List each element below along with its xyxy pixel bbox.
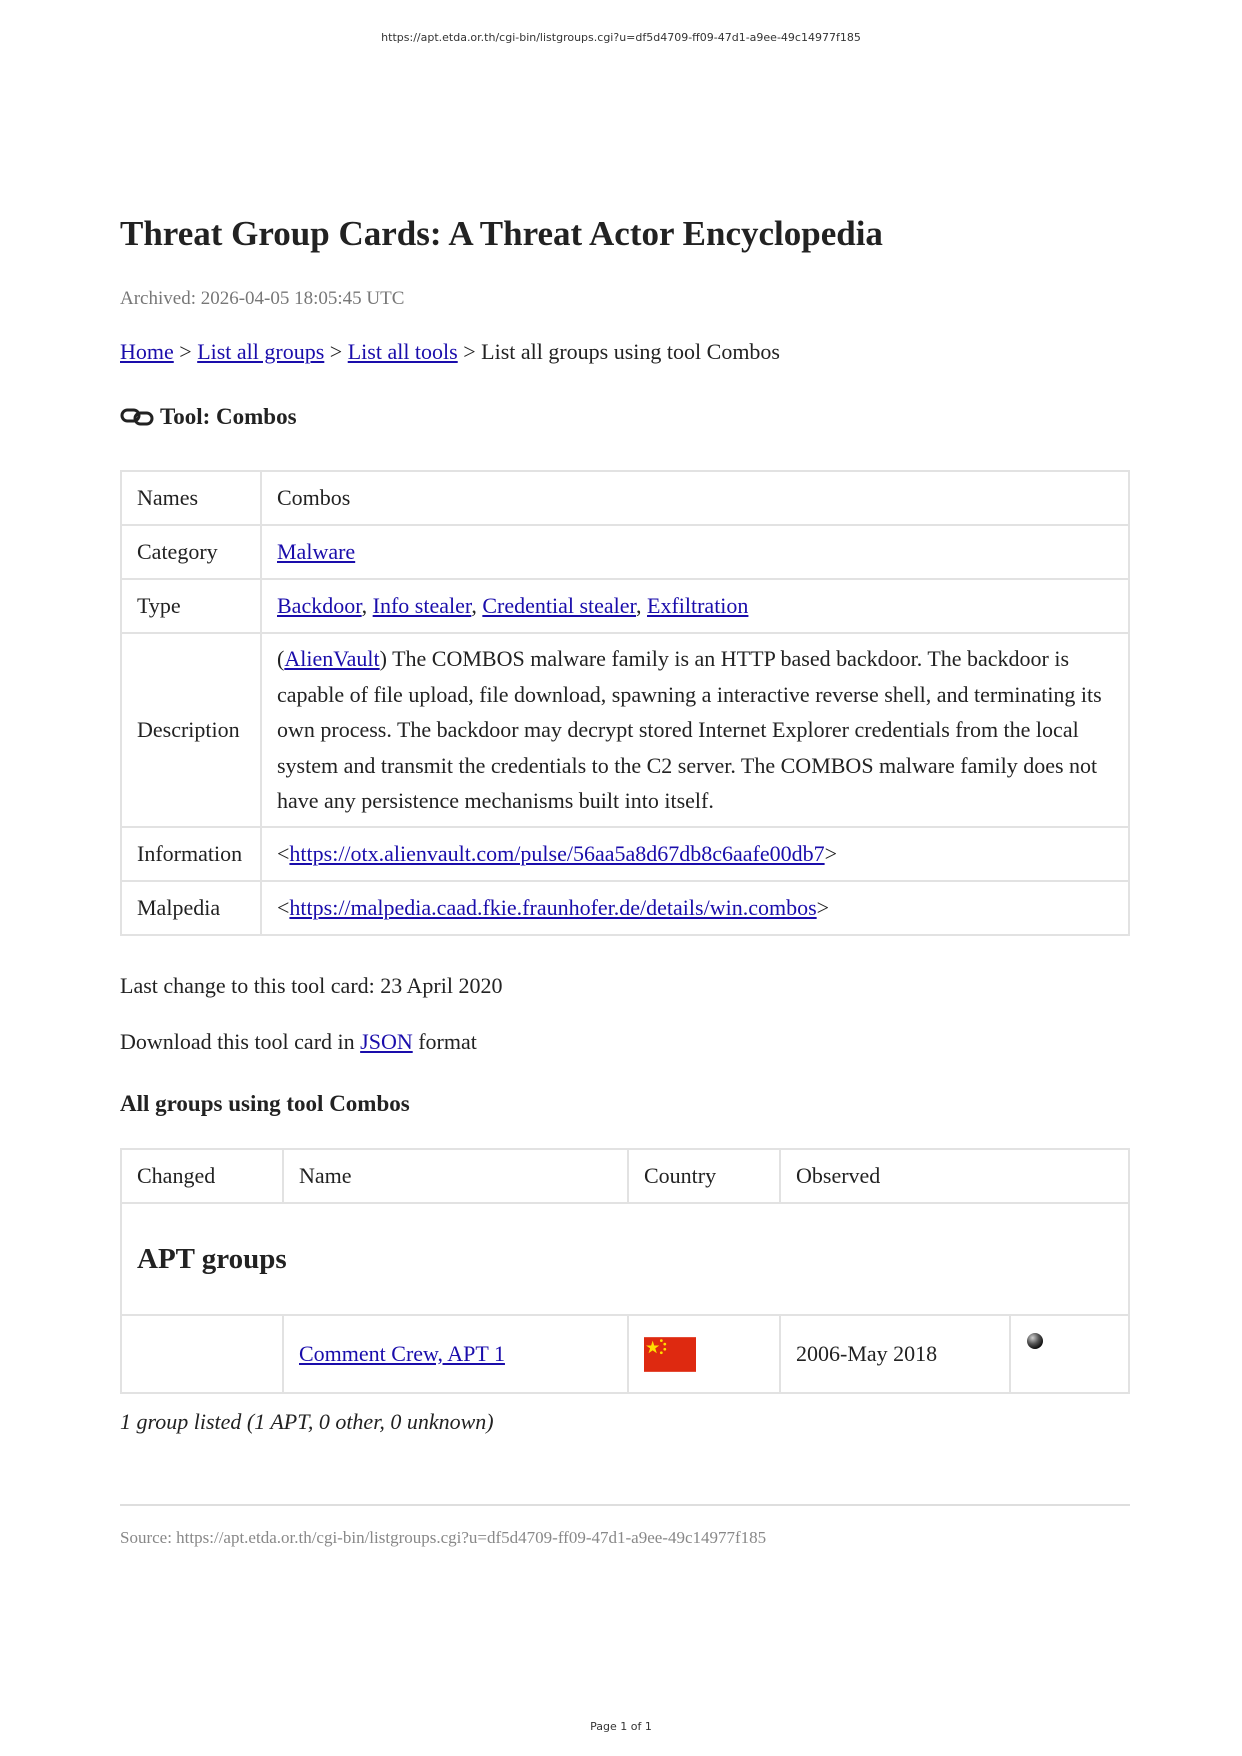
breadcrumb-separator: > [329,339,343,364]
names-value: Combos [261,471,1129,525]
row-name [283,1315,628,1393]
breadcrumb-list-tools-link[interactable]: List all tools [347,339,458,364]
category-label: Category [121,525,261,579]
malpedia-link[interactable]: https://malpedia.caad.fkie.fraunhofer.de/details/win.combos [289,895,817,920]
description-source-link[interactable]: AlienVault [284,646,380,672]
gray-sphere-icon [1026,1332,1044,1350]
type-link-exfiltration[interactable]: Exfiltration [647,593,749,618]
groups-table [120,1148,1130,1394]
breadcrumb-separator: > [179,339,192,364]
group-link[interactable]: Comment Crew, APT 1 [299,1341,505,1366]
type-link-credential-stealer[interactable]: Credential stealer [482,593,636,618]
row-marker [1010,1315,1129,1393]
page-number: Page 1 of 1 [590,1720,652,1733]
table-row [121,881,1129,935]
header-changed: Changed [121,1149,283,1203]
table-header-row [121,1149,1129,1203]
download-prefix: Download this tool card in [120,1029,361,1054]
header-name: Name [283,1149,628,1203]
type-label: Type [121,579,261,633]
table-row [121,827,1129,881]
row-observed: 2006-May 2018 [780,1315,1010,1393]
download-suffix: format [412,1029,477,1054]
table-row [121,525,1129,579]
information-link[interactable]: https://otx.alienvault.com/pulse/56aa5a8d67db8c6aafe00db7 [289,841,825,866]
china-flag-icon [644,1337,696,1372]
type-link-backdoor[interactable]: Backdoor [277,593,362,618]
table-row [121,1315,1129,1393]
section-title: APT groups [121,1203,1129,1315]
category-value [261,525,1129,579]
json-download-link[interactable]: JSON [360,1029,413,1054]
type-separator: , [471,593,483,618]
angle-close: > [816,895,830,920]
angle-open: < [277,841,290,866]
angle-close: > [824,841,838,866]
page-title: Threat Group Cards: A Threat Actor Encyclopedia [120,214,883,253]
link-icon [120,408,154,426]
type-value [261,579,1129,633]
header-observed: Observed [780,1149,1129,1203]
breadcrumb-home-link[interactable]: Home [120,339,174,364]
archived-timestamp: Archived: 2026-04-05 18:05:45 UTC [120,288,405,309]
description-paren: ( [277,646,285,672]
table-row [121,633,1129,827]
description-value [261,633,1129,827]
description-label: Description [121,633,261,827]
angle-open: < [277,895,290,920]
type-separator: , [636,593,647,618]
table-row [121,471,1129,525]
malpedia-label: Malpedia [121,881,261,935]
table-row [121,579,1129,633]
tool-details-table [120,470,1130,936]
names-label: Names [121,471,261,525]
malpedia-value [261,881,1129,935]
type-link-info-stealer[interactable]: Info stealer [372,593,472,618]
section-row [121,1203,1129,1315]
category-link[interactable]: Malware [277,539,356,564]
tool-heading-text: Tool: Combos [160,404,297,429]
breadcrumb [120,339,780,365]
information-value [261,827,1129,881]
breadcrumb-separator: > [463,339,476,364]
groups-summary: 1 group listed (1 APT, 0 other, 0 unknown) [120,1409,494,1434]
breadcrumb-list-groups-link[interactable]: List all groups [197,339,325,364]
source-url: Source: https://apt.etda.or.th/cgi-bin/listgroups.cgi?u=df5d4709-ff09-47d1-a9ee-49c14977f185 [120,1528,767,1547]
row-country [628,1315,780,1393]
description-text: ) The COMBOS malware family is an HTTP based backdoor. The backdoor is capable of file upload, file download, spawning a interactive reverse shell, and terminating its own process. The backdoor may decrypt stored Internet Explorer credentials from the local system and transmit the credentials to the C2 server. The COMBOS malware family does not have any persistence mechanisms built into itself. [277,646,1102,814]
groups-heading: All groups using tool Combos [120,1091,410,1116]
download-line [120,1029,477,1055]
divider [120,1504,1130,1506]
header-country: Country [628,1149,780,1203]
last-change: Last change to this tool card: 23 April 2020 [120,973,503,998]
row-changed [121,1315,283,1393]
information-label: Information [121,827,261,881]
type-separator: , [361,593,373,618]
tool-heading [120,404,297,430]
breadcrumb-current: List all groups using tool Combos [481,339,780,364]
print-header-url: https://apt.etda.or.th/cgi-bin/listgroups.cgi?u=df5d4709-ff09-47d1-a9ee-49c14977f185 [381,31,861,44]
